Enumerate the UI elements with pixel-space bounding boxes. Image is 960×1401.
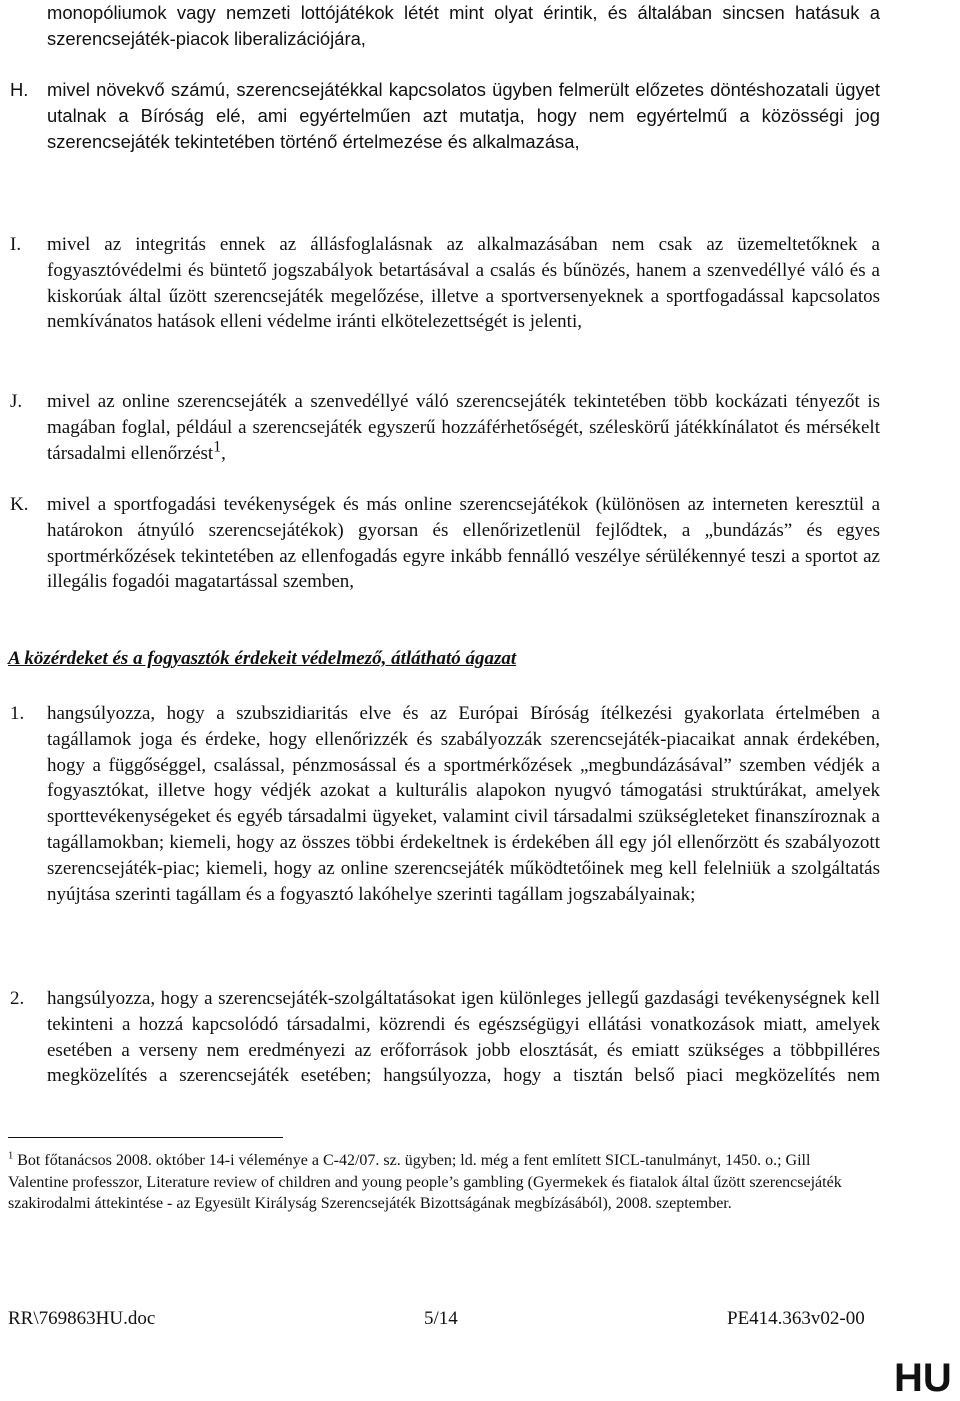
footnote xyxy=(8,1150,873,1215)
paragraph-k-mark: K. xyxy=(10,494,29,515)
paragraph-i-text: mivel az integritás ennek az állásfoglalásnak az alkalmazásában nem csak az üzemeltetőknek a fogyasztóvédelmi és büntető jogszabályok betartásával a csalás és bűnözés, hanem a szenvedéllyé váló és a kiskorúak által űzött szerencsejáték megelőzése, illetve a sportversenyeknek a sportfogadással kapcsolatos nemkívánatos hatások elleni védelme iránti elkötelezettségét is jelenti, xyxy=(47,234,880,333)
paragraph-j-tail: , xyxy=(221,442,226,464)
language-code: HU xyxy=(894,1356,952,1400)
paragraph-h-mark: H. xyxy=(10,79,29,100)
paragraph-2-mark: 2. xyxy=(10,988,25,1009)
paragraph-j xyxy=(10,389,880,466)
paragraph-i-mark: I. xyxy=(10,234,22,255)
paragraph-i xyxy=(10,232,880,335)
paragraph-j-text: mivel az online szerencsejáték a szenvedéllyé váló szerencsejáték tekintetében több kockázati tényezőt is magában foglal, például a szerencsejáték egyszerű hozzáférhetőségét, széleskörű játékkínálatot és mérsékelt társadalmi ellenőrzést xyxy=(47,391,880,464)
paragraph-2-text: hangsúlyozza, hogy a szerencsejáték-szolgáltatásokat igen különleges jellegű gazdasági tevékenységnek kell tekinteni a hozzá kapcsolódó társadalmi, közrendi és egészségügyi ellátási vonatkozások miatt, amelyek esetében a verseny nem eredményezi az erőforrások jobb elosztását, és emiatt szükséges a többpilléres megközelítés a szerencsejáték esetében; hangsúlyozza, hogy a tisztán belső piaci megközelítés nem xyxy=(47,988,880,1087)
paragraph-j-mark: J. xyxy=(10,391,23,412)
paragraph-2 xyxy=(10,986,880,1089)
paragraph-1-mark: 1. xyxy=(10,703,25,724)
footnote-reference[interactable]: 1 xyxy=(213,438,222,456)
paragraph-k-text: mivel a sportfogadási tevékenységek és más online szerencsejátékok (különösen az interneten keresztül a határokon átnyúló szerencsejátékok) gyorsan és ellenőrizetlenül fejlődtek, a „bundázás” és egyes sportmérkőzések tekintetében az ellenfogadás egyre inkább fennálló veszélye sérülékennyé teszi a sportot az illegális fogadói magatartással szemben, xyxy=(47,494,880,593)
paragraph-g-text: monopóliumok vagy nemzeti lottójátékok létét mint olyat érintik, és általában sincsen hatásuk a szerencsejáték-piacok liberalizációjára, xyxy=(47,2,880,49)
paragraph-1-text: hangsúlyozza, hogy a szubszidiaritás elve és az Európai Bíróság ítélkezési gyakorlata értelmében a tagállamok joga és érdeke, hogy ellenőrizzék és szabályozzák szerencsejáték-piacaikat annak érdekében, hogy a függőséggel, csalással, pénzmosással és a sportmérkőzések „megbundázásával” szemben védjék a fogyasztókat, illetve hogy védjék azokat a kulturális alapokon nyugvó támogatási struktúrákat, amelyek sporttevékenységeket és egyéb társadalmi ügyeket, valamint civil társadalmi szükségleteket finanszíroznak a tagállamokban; kiemeli, hogy az összes többi érdekeltnek is érdekében áll egy jól ellenőrzött és szabályozott szerencsejáték-piac; kiemeli, hogy az online szerencsejáték működtetőinek meg kell felelniük a szolgáltatás nyújtása szerinti tagállam és a fogyasztó lakóhelye szerinti tagállam jogszabályainak; xyxy=(47,703,880,905)
footer-doc-ref: RR\769863HU.doc xyxy=(8,1308,156,1329)
paragraph-j-body xyxy=(47,389,880,466)
footer-page-number: 5/14 xyxy=(424,1308,458,1329)
footer-pe-ref: PE414.363v02-00 xyxy=(727,1308,865,1329)
section-heading: A közérdeket és a fogyasztók érdekeit védelmező, átlátható ágazat xyxy=(8,648,517,669)
paragraph-g-continuation xyxy=(10,0,880,52)
paragraph-k xyxy=(10,492,880,595)
paragraph-h xyxy=(10,77,880,154)
paragraph-1 xyxy=(10,701,880,907)
footnote-separator xyxy=(8,1137,283,1138)
footnote-number: 1 xyxy=(8,1150,14,1162)
paragraph-h-text: mivel növekvő számú, szerencsejátékkal kapcsolatos ügyben felmerült előzetes döntéshozatali ügyet utalnak a Bíróság elé, ami egyértelműen azt mutatja, hogy nem egyértelmű a közösségi jog szerencsejáték tekintetében történő értelmezése és alkalmazása, xyxy=(47,79,880,152)
footnote-text: Bot főtanácsos 2008. október 14-i véleménye a C-42/07. sz. ügyben; ld. még a fent említett SICL-tanulmányt, 1450. o.; Gill Valentine professzor, Literature review of children and young people’s gambling (Gyermekek és fiatalok által űzött szerencsejáték szakirodalmi áttekintése - az Egyesült Királyság Szerencsejáték Bizottságának megbízásából), 2008. szeptember. xyxy=(8,1152,842,1212)
